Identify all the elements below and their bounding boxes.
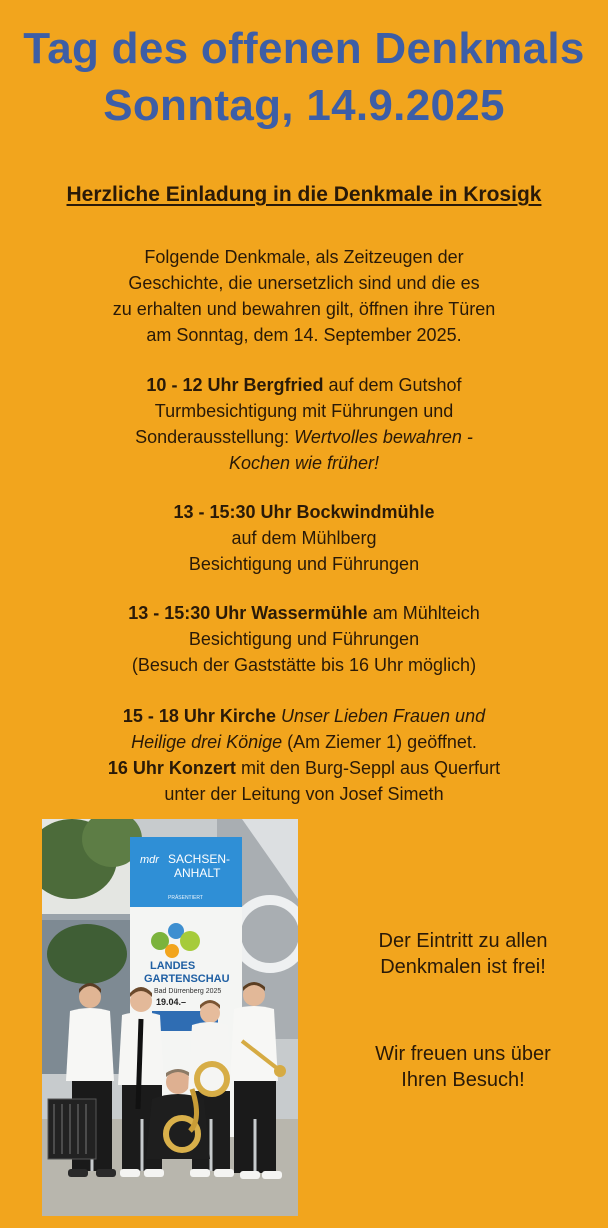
event-time-name: 13 - 15:30 Uhr Bockwindmühle (173, 502, 435, 522)
event-wassermuehle (0, 600, 608, 678)
church-name-cont: Heilige drei Könige (131, 732, 283, 752)
exhibition-title-cont: Kochen wie früher! (228, 453, 380, 473)
event-date-title: Sonntag, 14.9.2025 (103, 81, 505, 130)
event-detail: Besichtigung und Führungen (188, 629, 420, 649)
event-bockwindmuehle (0, 499, 608, 577)
concert-conductor: unter der Leitung von Josef Simeth (164, 784, 444, 804)
intro-line: Geschichte, die unersetzlich sind und die es (128, 273, 480, 293)
band-photo (42, 819, 298, 1216)
event-time-name: 10 - 12 Uhr Bergfried (146, 375, 324, 395)
event-time-name: 13 - 15:30 Uhr Wassermühle (128, 603, 368, 623)
intro-line: Folgende Denkmale, als Zeitzeugen der (144, 247, 464, 267)
welcome-line: Ihren Besuch! (401, 1069, 525, 1091)
event-kirche (0, 703, 608, 807)
banner-date: 19.04.– (156, 997, 187, 1007)
concert-time: 16 Uhr Konzert (107, 758, 236, 778)
intro-line: zu erhalten und bewahren gilt, öffnen ihre Türen (112, 299, 496, 319)
banner-place: Bad Dürrenberg 2025 (154, 988, 222, 995)
intro-line: am Sonntag, dem 14. September 2025. (146, 325, 462, 345)
banner-title-cont: GARTENSCHAU (144, 973, 230, 985)
invitation-subtitle: Herzliche Einladung in die Denkmale in Krosigk (66, 183, 542, 206)
event-location: auf dem Gutshof (323, 375, 462, 395)
admission-note (318, 928, 608, 980)
banner-brand-cont: ANHALT (174, 866, 221, 880)
church-name: Unser Lieben Frauen und (275, 706, 486, 726)
event-note: (Besuch der Gaststätte bis 16 Uhr möglich) (131, 655, 477, 675)
event-location: am Mühlteich (367, 603, 480, 623)
admission-line: Denkmalen ist frei! (380, 956, 546, 978)
welcome-line: Wir freuen uns über (375, 1043, 551, 1065)
concert-detail: mit den Burg-Seppl aus Querfurt (235, 758, 501, 778)
banner-brand: SACHSEN- (168, 852, 231, 866)
event-detail: Turmbesichtigung mit Führungen und (154, 401, 454, 421)
banner-title: LANDES (150, 960, 196, 972)
event-location: (Am Ziemer 1) geöffnet. (282, 732, 477, 752)
welcome-note (318, 1041, 608, 1093)
page-title: Tag des offenen Denkmals (23, 24, 585, 73)
event-detail: Besichtigung und Führungen (188, 554, 420, 574)
admission-line: Der Eintritt zu allen (378, 930, 548, 952)
event-location: auf dem Mühlberg (231, 528, 377, 548)
event-bergfried (0, 372, 608, 476)
banner-presents: PRÄSENTIERT (168, 895, 203, 901)
event-detail: Sonderausstellung: (135, 427, 295, 447)
exhibition-title: Wertvolles bewahren - (294, 427, 473, 447)
banner-mdr: mdr (140, 854, 159, 866)
event-time-name: 15 - 18 Uhr Kirche (122, 706, 276, 726)
intro-paragraph (0, 244, 608, 348)
band-photo-illustration (42, 819, 298, 1216)
